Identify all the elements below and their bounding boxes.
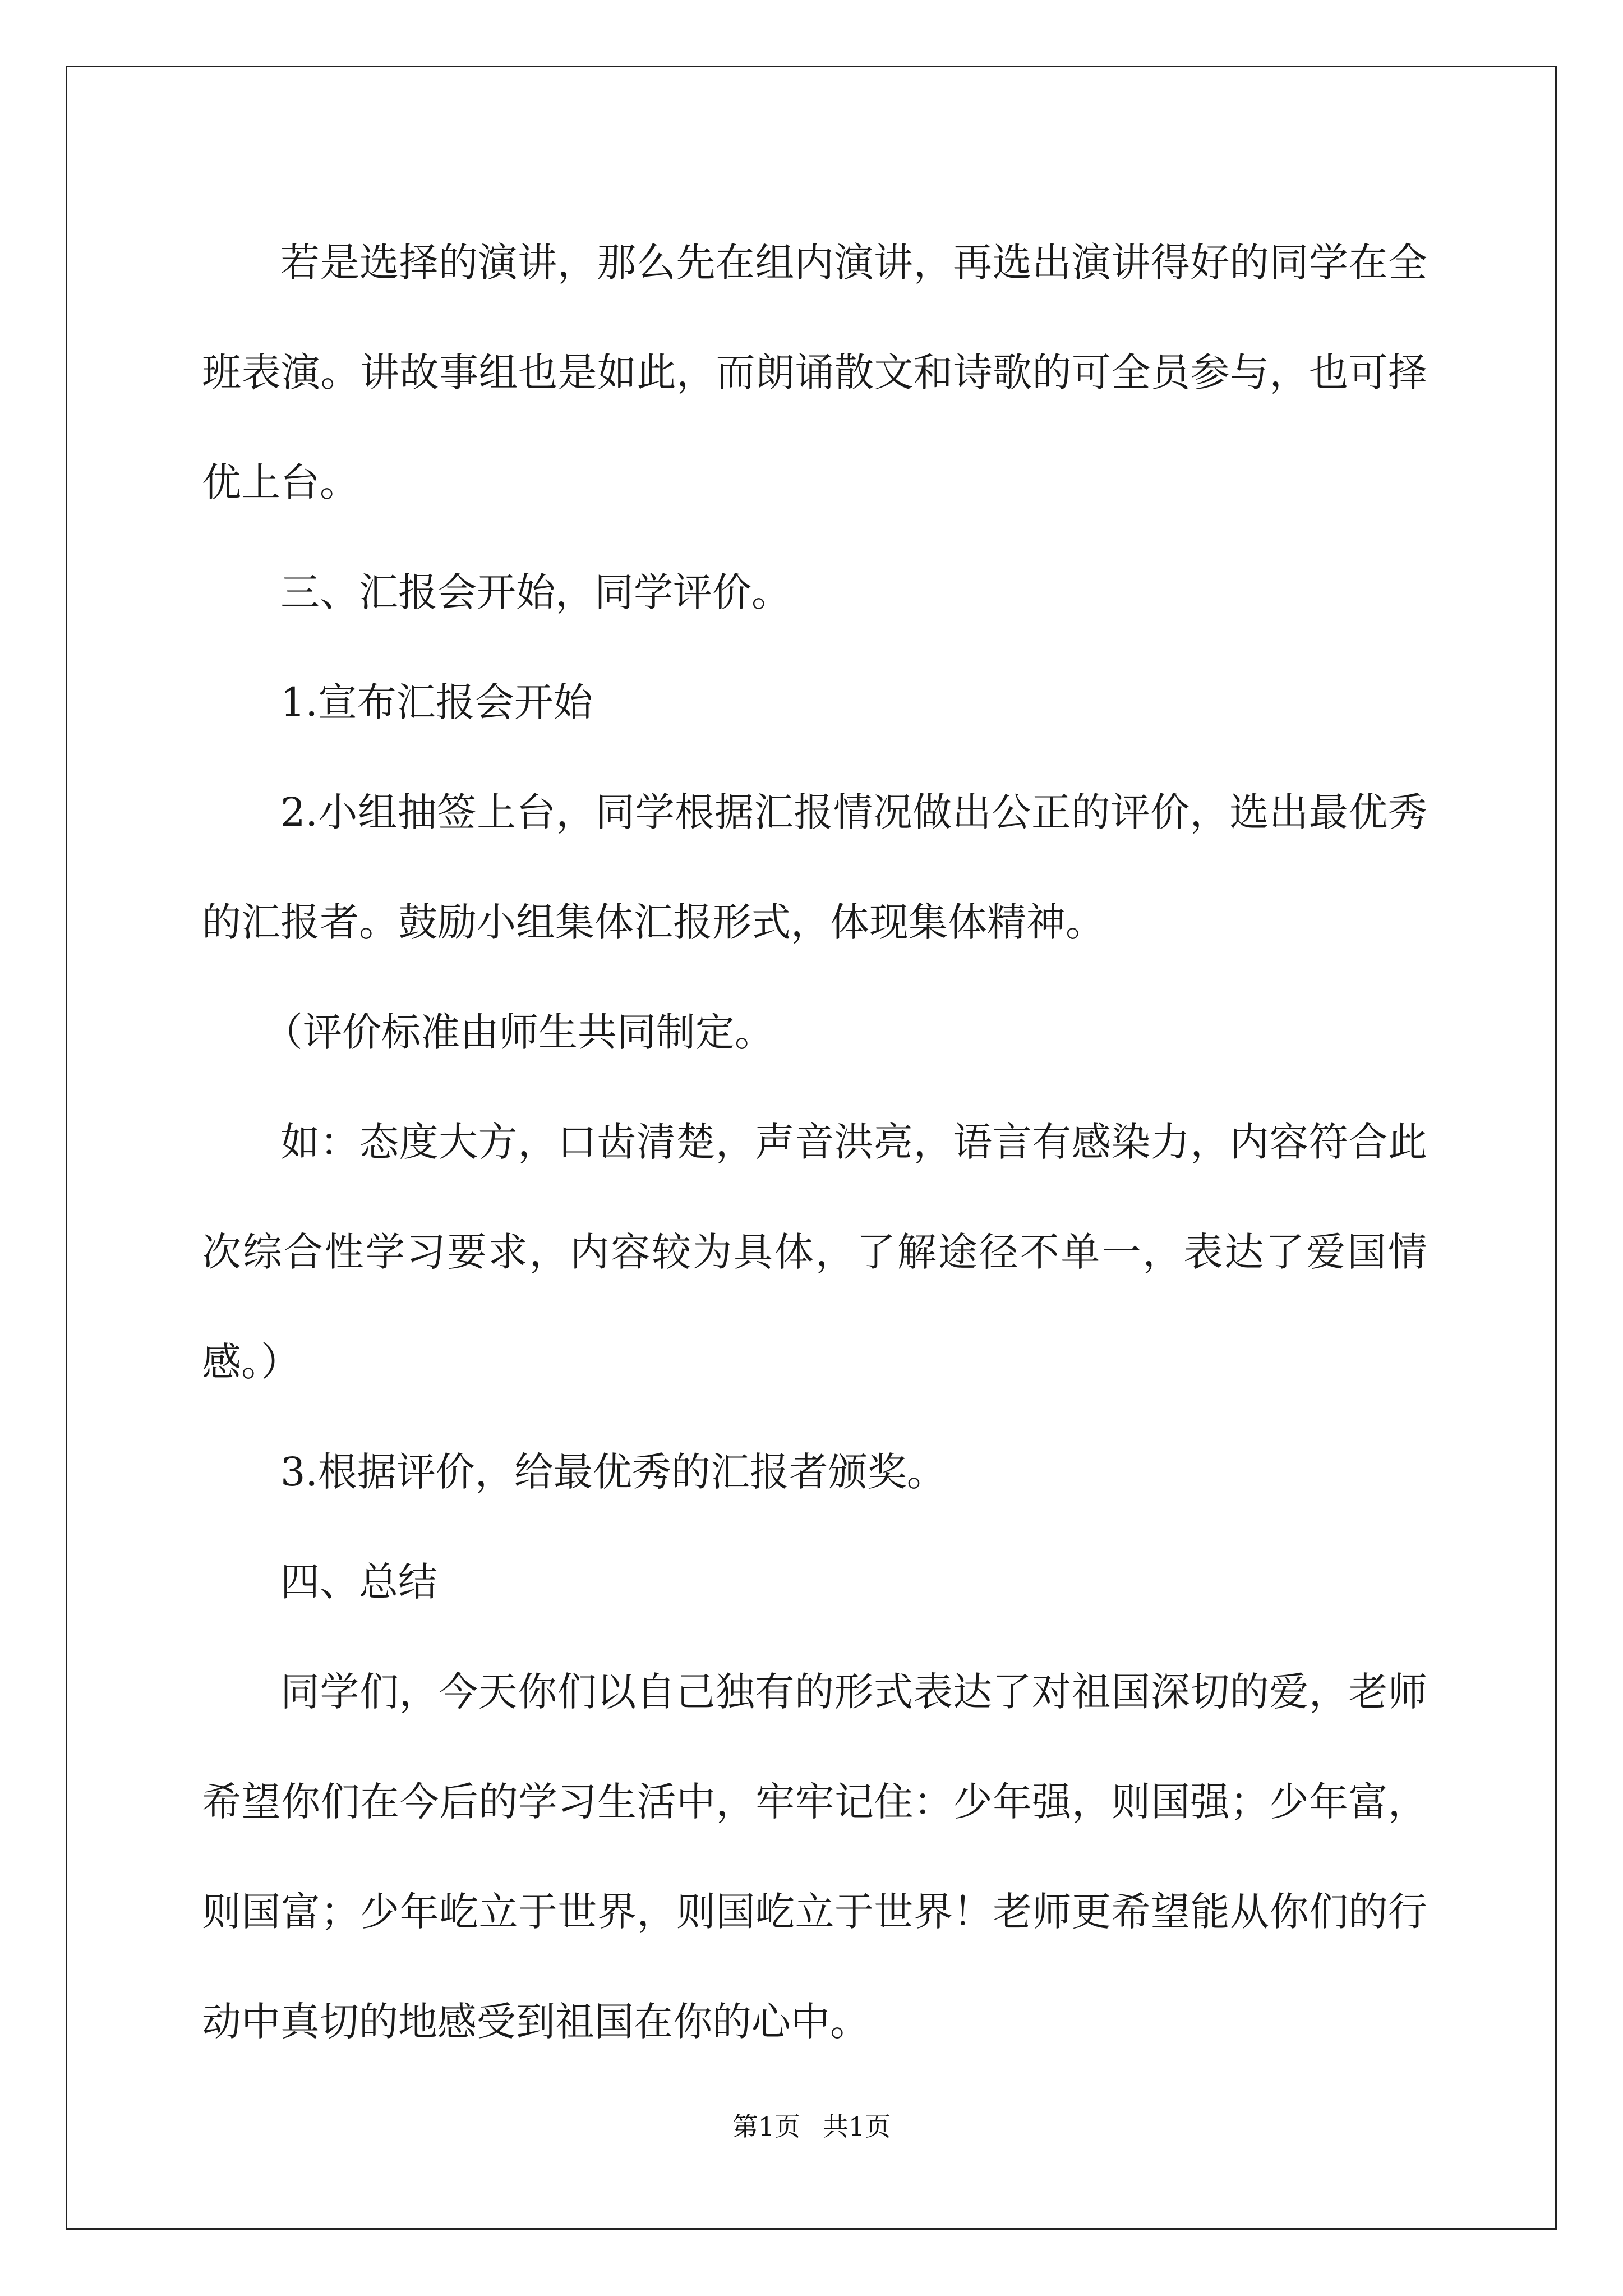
list-item: 3.根据评价，给最优秀的汇报者颁奖。 (280, 1449, 946, 1495)
document-body (202, 208, 1427, 2077)
section-heading: 三、汇报会开始，同学评价。 (280, 569, 791, 615)
page-number: 第1页 (732, 2111, 800, 2142)
paragraph: 如：态度大方，口齿清楚，声音洪亮，语言有感染力，内容符合此次综合性学习要求，内容较为具体，了解途径不单一，表达了爱国情感。） (202, 1119, 1427, 1385)
list-item: 1.宣布汇报会开始 (280, 679, 593, 725)
page-total: 共1页 (823, 2111, 891, 2142)
page-footer (0, 2106, 1623, 2143)
paragraph: 若是选择的演讲，那么先在组内演讲，再选出演讲得好的同学在全班表演。讲故事组也是如此，而朗诵散文和诗歌的可全员参与，也可择优上台。 (202, 240, 1427, 505)
paragraph: 同学们，今天你们以自己独有的形式表达了对祖国深切的爱，老师希望你们在今后的学习生活中，牢牢记住：少年强，则国强；少年富，则国富；少年屹立于世界，则国屹立于世界！老师更希望能从你们的行动中真切的地感受到祖国在你的心中。 (202, 1669, 1427, 2045)
section-heading: 四、总结 (280, 1559, 437, 1605)
paragraph: （评价标准由师生共同制定。 (264, 1009, 774, 1055)
list-item: 2.小组抽签上台，同学根据汇报情况做出公正的评价，选出最优秀的汇报者。鼓励小组集体汇报形式，体现集体精神。 (202, 789, 1427, 945)
